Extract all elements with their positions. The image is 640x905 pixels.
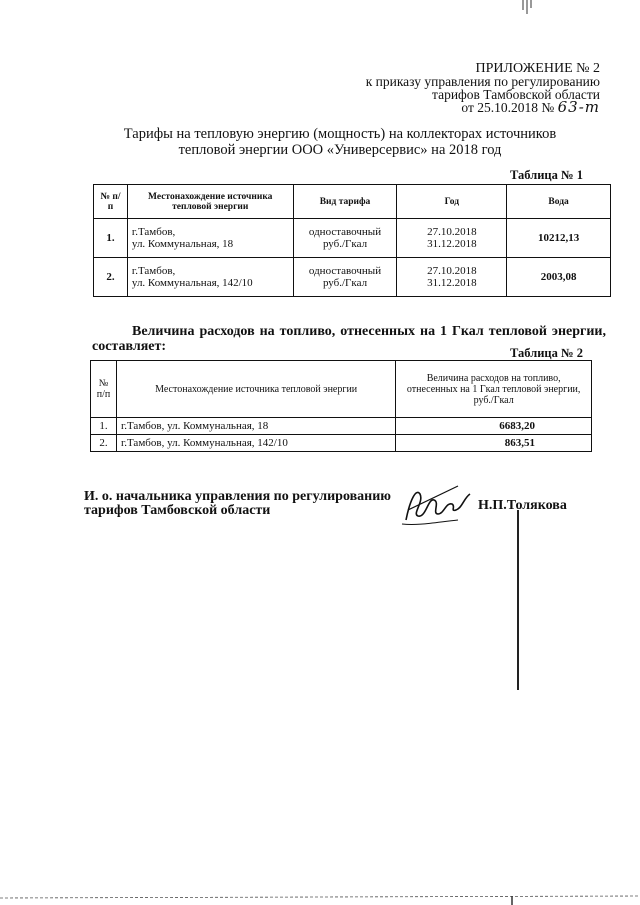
table-2-label: Таблица № 2	[510, 346, 583, 360]
document-title-line-1: Тарифы на тепловую энергию (мощность) на коллекторах источников	[123, 126, 557, 142]
header-fuel-cost: Величина расходов на топливо, отнесенных на 1 Гкал тепловой энергии, руб./Гкал	[396, 361, 592, 418]
row-water-value: 10212,13	[507, 219, 611, 258]
appendix-date-line	[300, 98, 600, 116]
row-location	[127, 219, 293, 258]
appendix-line-3: тарифов Тамбовской области	[432, 87, 600, 102]
header-tariff-type: Вид тарифа	[293, 185, 397, 219]
year-from: 27.10.2018	[427, 226, 477, 238]
year-to: 31.12.2018	[427, 238, 477, 250]
document-title	[60, 126, 620, 158]
position-line-1: И. о. начальника управления по регулированию	[84, 489, 391, 504]
row-water-value: 2003,08	[507, 258, 611, 297]
row-year	[397, 258, 507, 297]
row-fuel-cost: 6683,20	[396, 418, 592, 435]
row-location: г.Тамбов, ул. Коммунальная, 18	[116, 418, 395, 435]
table-row	[94, 258, 611, 297]
fuel-cost-text: Величина расходов на топливо, отнесенных на 1 Гкал тепловой энергии, составляет:	[92, 324, 606, 354]
fuel-cost-table	[90, 360, 592, 452]
signatory-position	[84, 490, 391, 518]
tariff-line-1: одноставочный	[308, 265, 382, 277]
row-tariff	[293, 258, 397, 297]
header-location: Местонахождение источника тепловой энергии	[127, 185, 293, 219]
appendix-line-2: к приказу управления по регулированию	[365, 74, 600, 89]
location-line-1: г.Тамбов,	[131, 226, 176, 238]
year-from: 27.10.2018	[427, 265, 477, 277]
tariff-line-2: руб./Гкал	[322, 277, 368, 289]
location-line-2: ул. Коммунальная, 142/10	[131, 277, 253, 289]
year-to: 31.12.2018	[427, 277, 477, 289]
header-number: № п/п	[94, 185, 128, 219]
location-line-2: ул. Коммунальная, 18	[131, 238, 234, 250]
tariff-line-1: одноставочный	[308, 226, 382, 238]
row-number: 2.	[91, 435, 117, 452]
signatory-name: Н.П.Толякова	[478, 498, 567, 513]
row-number: 1.	[91, 418, 117, 435]
row-number: 1.	[94, 219, 128, 258]
row-number: 2.	[94, 258, 128, 297]
tariff-line-2: руб./Гкал	[322, 238, 368, 250]
row-tariff	[293, 219, 397, 258]
table-row	[91, 418, 592, 435]
position-line-2: тарифов Тамбовской области	[84, 503, 271, 518]
header-year: Год	[397, 185, 507, 219]
tariff-table	[93, 184, 611, 297]
appendix-title: ПРИЛОЖЕНИЕ № 2	[475, 61, 600, 76]
table-row	[91, 435, 592, 452]
appendix-date: от 25.10.2018 №	[461, 100, 555, 115]
row-location	[127, 258, 293, 297]
header-location: Местонахождение источника тепловой энергии	[116, 361, 395, 418]
handwritten-signature	[398, 480, 478, 530]
row-fuel-cost: 863,51	[396, 435, 592, 452]
appendix-header	[300, 62, 600, 114]
order-number: 63-т	[557, 98, 600, 116]
table-header-row	[94, 185, 611, 219]
document-title-line-2: тепловой энергии ООО «Универсервис» на 2018 год	[178, 142, 502, 158]
row-year	[397, 219, 507, 258]
location-line-1: г.Тамбов,	[131, 265, 176, 277]
header-number: № п/п	[91, 361, 117, 418]
header-water: Вода	[507, 185, 611, 219]
table-1-label: Таблица № 1	[510, 168, 583, 182]
table-header-row	[91, 361, 592, 418]
table-row	[94, 219, 611, 258]
row-location: г.Тамбов, ул. Коммунальная, 142/10	[116, 435, 395, 452]
